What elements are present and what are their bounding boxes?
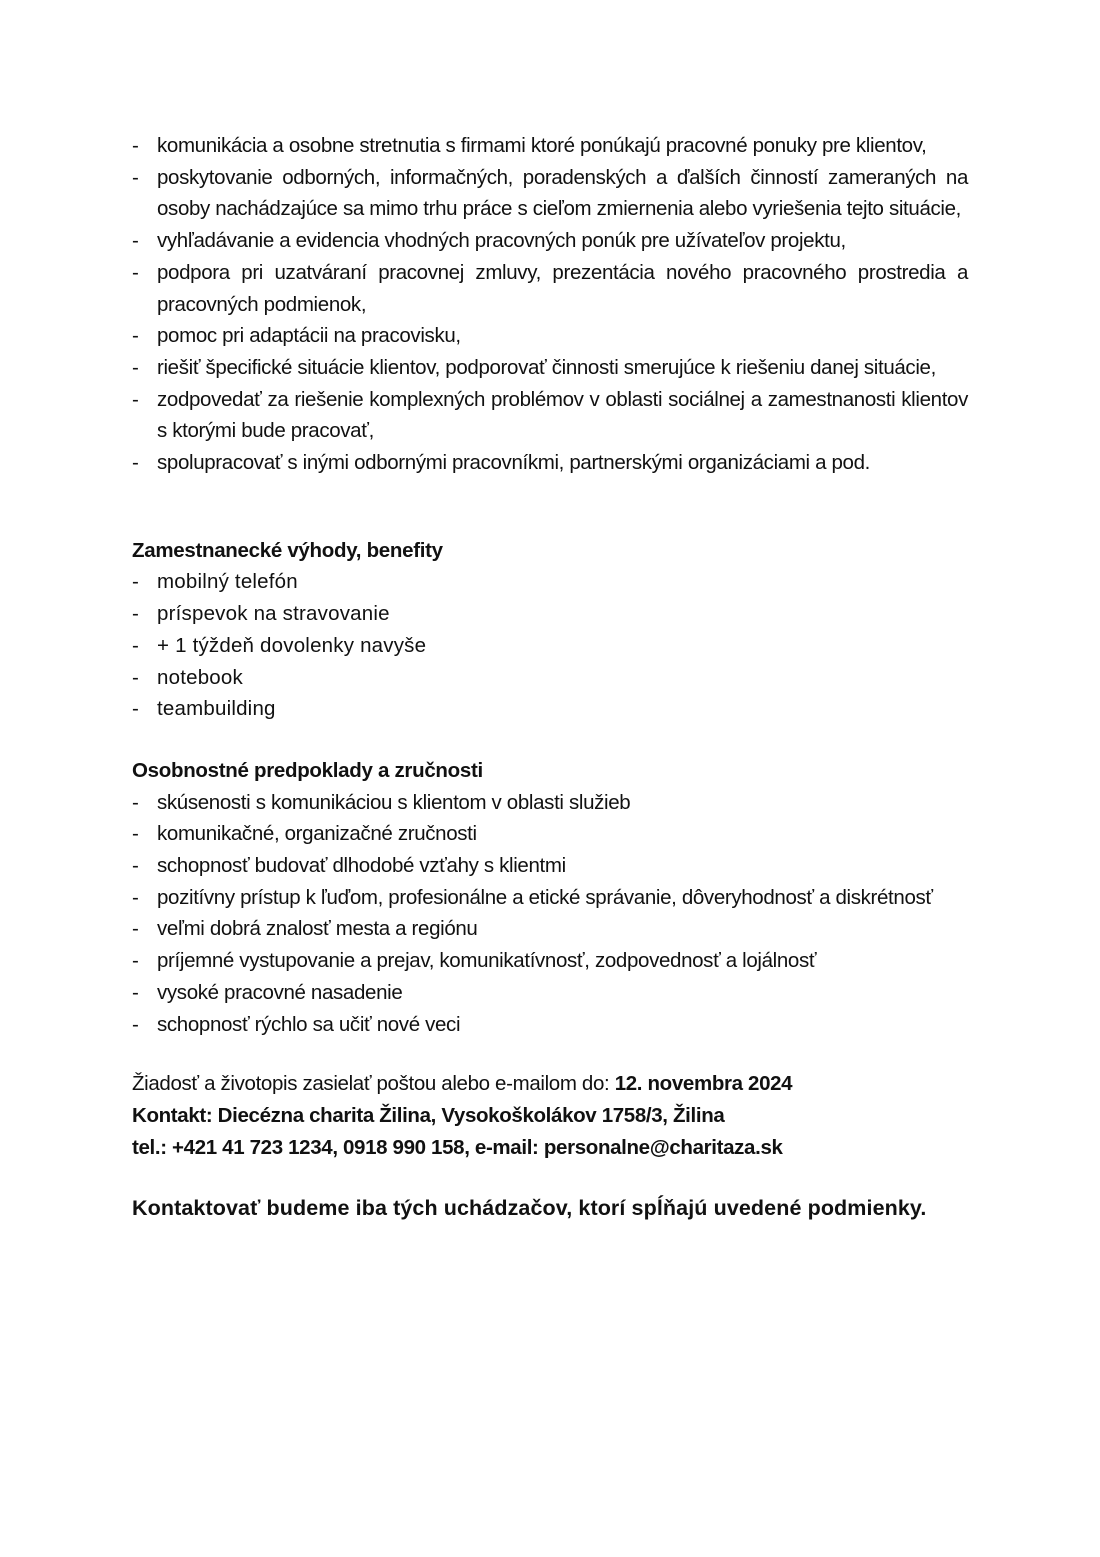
- list-dash: -: [132, 949, 139, 973]
- list-item: [132, 320, 968, 352]
- list-dash: -: [132, 324, 139, 348]
- benefits-heading: Zamestnanecké výhody, benefity: [132, 538, 443, 562]
- list-dash: -: [132, 355, 139, 379]
- duty-text: vyhľadávanie a evidencia vhodných pracovných ponúk pre užívateľov projektu,: [157, 229, 846, 253]
- list-dash: -: [132, 165, 139, 189]
- list-dash: -: [132, 451, 139, 475]
- benefits-section: [132, 535, 968, 725]
- skill-text: komunikačné, organizačné zručnosti: [157, 822, 477, 846]
- skills-heading: Osobnostné predpoklady a zručnosti: [132, 758, 483, 782]
- benefit-text: mobilný telefón: [157, 570, 298, 594]
- skill-text: veľmi dobrá znalosť mesta a regiónu: [157, 917, 478, 941]
- list-dash: -: [132, 790, 139, 814]
- list-item: [132, 662, 968, 694]
- benefit-text: notebook: [157, 665, 243, 689]
- list-item: [132, 882, 968, 914]
- list-item: [132, 787, 968, 819]
- list-dash: -: [132, 260, 139, 284]
- contact-phone-email: tel.: +421 41 723 1234, 0918 990 158, e-mail: personalne@charitaza.sk: [132, 1135, 783, 1159]
- benefits-list: [132, 566, 968, 725]
- list-item: [132, 257, 968, 320]
- skill-text: schopnosť rýchlo sa učiť nové veci: [157, 1012, 461, 1036]
- skill-text: pozitívny prístup k ľuďom, profesionálne a etické správanie, dôveryhodnosť a diskrétnosť: [157, 885, 933, 909]
- duty-text: poskytovanie odborných, informačných, poradenských a ďalších činností zameraných na osoby nachádzajúce sa mimo trhu práce s cieľom zmiernenia alebo vyriešenia tejto situácie,: [157, 165, 968, 221]
- list-item: [132, 850, 968, 882]
- list-dash: -: [132, 134, 139, 157]
- list-dash: -: [132, 665, 140, 689]
- list-item: [132, 977, 968, 1009]
- deadline-date: 12. novembra 2024: [614, 1072, 793, 1096]
- skill-text: príjemné vystupovanie a prejav, komunikatívnosť, zodpovednosť a lojálnosť: [157, 949, 817, 973]
- list-item: [132, 818, 968, 850]
- list-item: [132, 693, 968, 725]
- list-item: [132, 384, 968, 447]
- list-item: [132, 130, 968, 162]
- list-item: [132, 352, 968, 384]
- list-dash: -: [132, 1012, 139, 1036]
- duty-text: komunikácia a osobne stretnutia s firmami ktoré ponúkajú pracovné ponuky pre klientov,: [157, 134, 927, 157]
- list-item: [132, 630, 968, 662]
- skills-section: [132, 755, 968, 1040]
- application-deadline-line: [132, 1068, 968, 1100]
- list-item: [132, 162, 968, 225]
- benefit-text: + 1 týždeň dovolenky navyše: [157, 633, 427, 657]
- duty-text: podpora pri uzatváraní pracovnej zmluvy, prezentácia nového pracovného prostredia a pracovných podmienok,: [157, 260, 968, 316]
- list-dash: -: [132, 917, 139, 941]
- duty-text: spolupracovať s inými odbornými pracovníkmi, partnerskými organizáciami a pod.: [157, 451, 871, 475]
- list-item: [132, 945, 968, 977]
- list-dash: -: [132, 229, 139, 253]
- list-item: [132, 1009, 968, 1041]
- skill-text: skúsenosti s komunikáciou s klientom v oblasti služieb: [157, 790, 631, 814]
- skill-text: schopnosť budovať dlhodobé vzťahy s klientmi: [157, 854, 566, 878]
- duties-list: [132, 130, 968, 479]
- list-dash: -: [132, 980, 139, 1004]
- duty-text: riešiť špecifické situácie klientov, podporovať činnosti smerujúce k riešeniu danej situácie,: [157, 355, 936, 379]
- list-dash: -: [132, 633, 140, 657]
- contact-address: Kontakt: Diecézna charita Žilina, Vysokoškolákov 1758/3, Žilina: [132, 1103, 725, 1127]
- list-item: [132, 447, 968, 479]
- contact-section: [132, 1068, 968, 1163]
- benefit-text: príspevok na stravovanie: [157, 602, 390, 626]
- document-page: [132, 130, 968, 1224]
- list-item: [132, 225, 968, 257]
- closing-note: Kontaktovať budeme iba tých uchádzačov, ktorí spĺňajú uvedené podmienky.: [132, 1196, 927, 1221]
- list-dash: -: [132, 822, 139, 846]
- list-item: [132, 566, 968, 598]
- skill-text: vysoké pracovné nasadenie: [157, 980, 403, 1004]
- list-dash: -: [132, 854, 139, 878]
- list-dash: -: [132, 885, 139, 909]
- list-dash: -: [132, 602, 140, 626]
- duty-text: pomoc pri adaptácii na pracovisku,: [157, 324, 461, 348]
- list-dash: -: [132, 387, 139, 411]
- list-item: [132, 913, 968, 945]
- list-dash: -: [132, 697, 140, 721]
- benefit-text: teambuilding: [157, 697, 276, 721]
- application-text: Žiadosť a životopis zasielať poštou alebo e-mailom do:: [132, 1072, 615, 1096]
- skills-list: [132, 787, 968, 1041]
- list-item: [132, 598, 968, 630]
- list-dash: -: [132, 570, 140, 594]
- duty-text: zodpovedať za riešenie komplexných problémov v oblasti sociálnej a zamestnanosti klientov s ktorými bude pracovať,: [157, 387, 968, 443]
